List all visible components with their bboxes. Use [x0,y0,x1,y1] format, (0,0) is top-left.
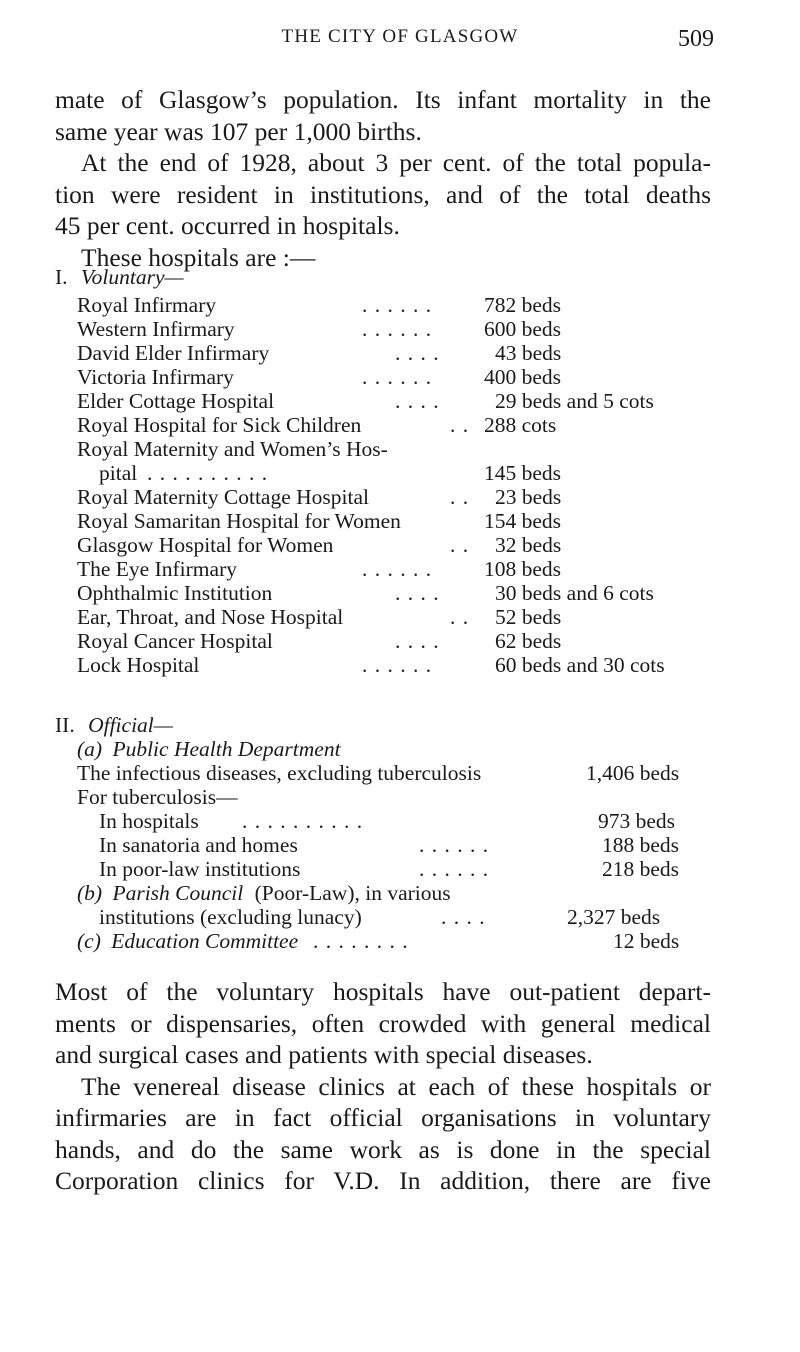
text-line: and surgical cases and patients with special diseases. [55,1040,593,1069]
hospital-name: Victoria Infirmary [77,365,234,389]
subsection-b-row [77,881,777,905]
running-head: THE CITY OF GLASGOW [281,26,519,47]
bed-count: 1,406 beds [586,761,680,785]
bed-count: 32 beds [495,533,562,557]
leader-dots: . . [450,605,470,629]
list-item [77,485,777,509]
text-line: ments or dispensaries, often crowded with general medical [55,1008,711,1038]
section-heading-official [55,713,173,737]
bed-count: 782 beds [484,293,562,317]
bed-count: 973 beds [598,809,676,833]
bed-count: 29 beds and 5 cots [495,389,654,413]
subsection-label: (c) [77,929,101,953]
text-line: tion were resident in institutions, and of the total deaths [55,179,711,209]
hospital-name: Lock Hospital [77,653,200,677]
leader-dots: . . . . . . . . [313,929,409,953]
entry-text: In sanatoria and homes [99,833,298,857]
list-item [77,341,777,365]
list-item [77,365,777,389]
leader-dots: . . . . . . [362,293,433,317]
bed-count: 288 cots [484,413,557,437]
subsection-c-row [77,929,777,953]
leader-dots: . . . . [395,341,440,365]
tb-item [99,809,779,833]
list-item [77,509,777,533]
bed-count: 154 beds [484,509,562,533]
hospital-name: David Elder Infirmary [77,341,270,365]
bed-count: 2,327 beds [567,905,661,929]
leader-dots: . . . . . . . . . . [242,809,364,833]
subsection-c-heading [77,929,298,953]
text-line: Most of the voluntary hospitals have out-patient depart- [55,977,711,1006]
leader-dots: . . . . . . [362,557,433,581]
hospital-name: Royal Maternity Cottage Hospital [77,485,369,509]
page-header [0,26,800,66]
bed-count: 218 beds [602,857,680,881]
section-heading-voluntary [55,265,184,289]
text-line: The venereal disease clinics at each of these hospitals or [81,1071,711,1101]
leader-dots: . . . . [395,629,440,653]
subsection-title: Public Health Department [112,737,341,761]
entry-text: institutions (excluding lunacy) [99,905,362,929]
subsection-label: (b) [77,881,103,905]
hospital-name: Royal Hospital for Sick Children [77,413,362,437]
hospital-name: Royal Cancer Hospital [77,629,273,653]
leader-dots: . . . . [395,389,440,413]
leader-dots: . . . . [395,581,440,605]
leader-dots: . . . . . . [362,365,433,389]
leader-dots: . . . . . . [362,317,433,341]
entry-text: In poor-law institutions [99,857,301,881]
page-number: 509 [678,26,714,52]
bed-count: 52 beds [495,605,562,629]
hospital-name: Ophthalmic Institution [77,581,273,605]
subsection-label: (a) [77,737,103,761]
hospital-name: Royal Samaritan Hospital for Women [77,509,401,533]
list-item [77,293,777,317]
leader-dots: . . . . . . [419,833,490,857]
subsection-title: Parish Council [112,881,244,905]
text-line: Corporation clinics for V.D. In addition, there are five [55,1166,711,1195]
official-hospitals-list [55,713,775,953]
hospital-name: Ear, Throat, and Nose Hospital [77,605,344,629]
list-item [77,605,777,629]
entry-text: (Poor-Law), in various [254,881,451,905]
list-item [99,461,779,485]
list-item [77,653,777,677]
tb-heading [77,785,238,809]
hospital-name: Western Infirmary [77,317,235,341]
leader-dots: . . . . . . [362,653,433,677]
leader-dots: . . . . . . [419,857,490,881]
section-numeral: I. [55,265,68,289]
tb-item [99,833,779,857]
text-line: 45 per cent. occurred in hospitals. [55,211,400,240]
list-item [77,533,777,557]
leader-dots: . . [450,485,470,509]
section-title: Voluntary— [80,265,184,289]
bed-count: 23 beds [495,485,562,509]
entry-text: In hospitals [99,809,199,833]
text-line: infirmaries are in fact official organisations in voluntary [55,1103,711,1132]
bed-count: 12 beds [613,929,680,953]
bed-count: 108 beds [484,557,562,581]
section-numeral: II. [55,713,75,737]
list-item [77,437,777,461]
subsection-b-continuation [99,905,779,929]
bed-count: 30 beds and 6 cots [495,581,654,605]
bed-count: 43 beds [495,341,562,365]
hospital-name: Elder Cottage Hospital [77,389,275,413]
voluntary-hospitals-list [55,265,775,685]
list-item [77,389,777,413]
bed-count: 60 beds and 30 cots [495,653,665,677]
bed-count: 400 beds [484,365,562,389]
text-line: mate of Glasgow’s population. Its infant mortality in the [55,85,711,114]
bed-count: 188 beds [602,833,680,857]
section-title: Official— [88,713,173,737]
infectious-diseases-row [77,761,777,785]
text-line: same year was 107 per 1,000 births. [55,116,422,146]
entry-text: For tuberculosis— [77,785,238,809]
list-item [77,413,777,437]
text-line: At the end of 1928, about 3 per cent. of the total popula- [81,148,711,177]
leader-dots: . . [450,413,470,437]
closing-paragraph [55,976,711,1197]
list-item [77,317,777,341]
bed-count: 145 beds [484,461,562,485]
leader-dots: . . [450,533,470,557]
intro-paragraph [55,84,711,273]
tb-item [99,857,779,881]
subsection-title: Education Committee [111,929,299,953]
hospital-name: Royal Infirmary [77,293,217,317]
hospital-name: Glasgow Hospital for Women [77,533,334,557]
entry-text: The infectious diseases, excluding tuberculosis [77,761,482,785]
bed-count: 62 beds [495,629,562,653]
hospital-name: The Eye Infirmary [77,557,237,581]
text-line: These hospitals are :— [81,242,316,272]
list-item [77,629,777,653]
list-item [77,557,777,581]
hospital-name: pital [99,461,138,485]
list-item [77,581,777,605]
subsection-a-heading [77,737,341,761]
bed-count: 600 beds [484,317,562,341]
text-line: hands, and do the same work as is done in the special [55,1134,711,1164]
hospital-name: Royal Maternity and Women’s Hos- [77,437,388,461]
leader-dots: . . . . [441,905,486,929]
leader-dots: . . . . . . . . . . [147,461,269,485]
